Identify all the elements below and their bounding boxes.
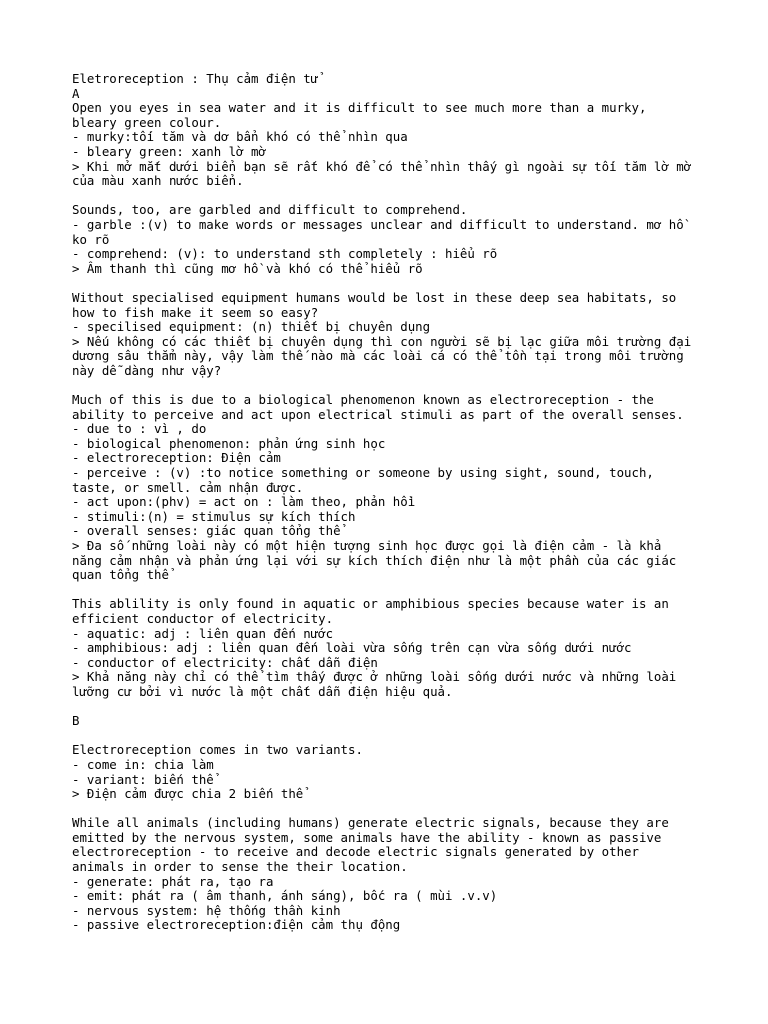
blank-line — [72, 802, 712, 817]
vocab-line: - aquatic: adj : liên quan đến nước — [72, 625, 334, 641]
vocab-line: - comprehend: (v): to understand sth completely : hiểu rõ — [72, 246, 498, 262]
translation-line: > Nếu không có các thiết bị chuyên dụng thì con người sẽ bị lạc giữa môi trường đại — [72, 333, 692, 349]
blank-line — [72, 700, 712, 715]
translation-line: này dễ dàng như vậy? — [72, 362, 222, 378]
paragraph-line: emitted by the nervous system, some animals have the ability - known as passive — [72, 829, 662, 845]
blank-line — [72, 189, 712, 204]
vocab-line: taste, or smell. cảm nhận được. — [72, 479, 304, 495]
translation-line: của màu xanh nước biển. — [72, 173, 244, 189]
translation-line: dương sâu thẳm này, vậy làm thế nào mà các loài cá có thể tồn tại trong môi trường — [72, 348, 684, 364]
translation-line: > Đa số những loài này có một hiện tượng sinh học được gọi là điện cảm - là khả — [72, 538, 662, 553]
vocab-line: - amphibious: adj : liên quan đến loài vừa sống trên cạn vừa sống dưới nước — [72, 640, 632, 656]
vocab-line: - biological phenomenon: phản ứng sinh học — [72, 435, 386, 451]
translation-line: > Âm thanh thì cũng mơ hồ và khó có thể hiểu rõ — [72, 260, 423, 276]
translation-line: > Khi mở mắt dưới biển bạn sẽ rất khó để có thể nhìn thấy gì ngoài sự tối tăm lờ mờ — [72, 158, 692, 174]
vocab-line: - conductor of electricity: chất dẫn điện — [72, 654, 378, 670]
vocab-line: - passive electroreception:điện cảm thụ động — [72, 917, 401, 933]
vocab-line: - specilised equipment: (n) thiết bị chuyên dụng — [72, 319, 431, 335]
vocab-line: - due to : vì , do — [72, 421, 207, 437]
paragraph-line: how to fish make it seem so easy? — [72, 304, 319, 320]
translation-line: > Khả năng này chỉ có thể tìm thấy được ở những loài sống dưới nước và những loài — [72, 669, 677, 685]
translation-line: năng cảm nhận và phản ứng lại với sự kích thích điện như là một phần của các giác — [72, 552, 677, 568]
paragraph-line: This ablility is only found in aquatic or amphibious species because water is an — [72, 596, 669, 612]
section-heading-a: A — [72, 85, 80, 101]
vocab-line: - garble :(v) to make words or messages unclear and difficult to understand. mơ hồ — [72, 216, 684, 232]
vocab-line: - emit: phát ra ( âm thanh, ánh sáng), bốc ra ( mùi .v.v) — [72, 888, 498, 904]
section-heading-b: B — [72, 713, 80, 729]
paragraph-line: ability to perceive and act upon electrical stimuli as part of the overall senses. — [72, 406, 684, 422]
paragraph-line: Much of this is due to a biological phenomenon known as electroreception - the — [72, 392, 654, 408]
blank-line — [72, 729, 712, 744]
vocab-line: - overall senses: giác quan tổng thể — [72, 523, 341, 539]
vocab-line: - nervous system: hệ thống thần kinh — [72, 902, 341, 918]
vocab-line: - murky:tối tăm và dơ bẩn khó có thể nhìn qua — [72, 129, 408, 145]
blank-line — [72, 378, 712, 393]
vocab-line: - act upon:(phv) = act on : làm theo, phản hồi — [72, 494, 416, 510]
paragraph-line: bleary green colour. — [72, 114, 222, 130]
doc-title: Eletroreception : Thụ cảm điện tử — [72, 71, 319, 86]
paragraph-line: Without specialised equipment humans would be lost in these deep sea habitats, so — [72, 289, 677, 305]
vocab-line: - bleary green: xanh lờ mờ — [72, 143, 266, 159]
blank-line — [72, 583, 712, 598]
translation-line: lưỡng cư bởi vì nước là một chất dẫn điện hiệu quả. — [72, 683, 453, 699]
vocab-line: ko rõ — [72, 231, 110, 247]
vocab-line: - come in: chia làm — [72, 756, 214, 772]
blank-line — [72, 276, 712, 291]
paragraph-line: Electroreception comes in two variants. — [72, 742, 363, 758]
vocab-line: - variant: biến thể — [72, 771, 214, 787]
translation-line: > Điện cảm được chia 2 biến thể — [72, 786, 304, 802]
vocab-line: - perceive : (v) :to notice something or someone by using sight, sound, touch, — [72, 465, 654, 481]
translation-line: quan tổng thể — [72, 567, 169, 583]
vocab-line: - electroreception: Điện cảm — [72, 450, 281, 466]
paragraph-line: Sounds, too, are garbled and difficult to comprehend. — [72, 202, 468, 218]
document-page — [72, 72, 712, 933]
paragraph-line: electroreception - to receive and decode electric signals generated by other — [72, 844, 639, 860]
paragraph-line: animals in order to sense the their location. — [72, 859, 408, 875]
vocab-line: - stimuli:(n) = stimulus sự kích thích — [72, 508, 356, 524]
vocab-line: - generate: phát ra, tạo ra — [72, 873, 274, 889]
paragraph-line: efficient conductor of electricity. — [72, 610, 334, 626]
paragraph-line: Open you eyes in sea water and it is difficult to see much more than a murky, — [72, 100, 647, 116]
paragraph-line: While all animals (including humans) generate electric signals, because they are — [72, 815, 669, 831]
